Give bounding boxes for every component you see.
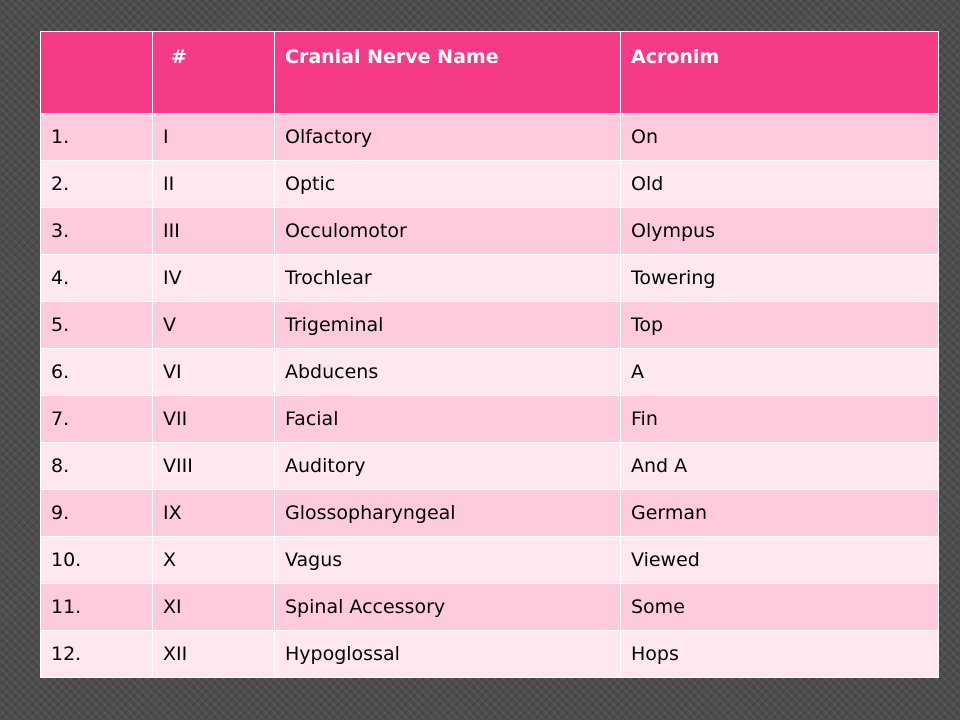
cell-numeral: III <box>153 208 275 255</box>
cell-index: 5. <box>41 302 153 349</box>
cell-nerve-name: Spinal Accessory <box>275 584 621 631</box>
cell-acronym: And A <box>621 443 939 490</box>
cell-index: 4. <box>41 255 153 302</box>
cell-nerve-name: Olfactory <box>275 114 621 161</box>
cell-index: 10. <box>41 537 153 584</box>
header-nerve-name: Cranial Nerve Name <box>275 32 621 114</box>
table-row <box>41 255 939 302</box>
cell-index: 11. <box>41 584 153 631</box>
cell-acronym: Top <box>621 302 939 349</box>
cell-nerve-name: Occulomotor <box>275 208 621 255</box>
cell-acronym: German <box>621 490 939 537</box>
cell-nerve-name: Abducens <box>275 349 621 396</box>
header-acronym: Acronim <box>621 32 939 114</box>
cell-index: 2. <box>41 161 153 208</box>
cell-acronym: Olympus <box>621 208 939 255</box>
table-row <box>41 631 939 678</box>
cell-nerve-name: Hypoglossal <box>275 631 621 678</box>
cell-numeral: VII <box>153 396 275 443</box>
cell-numeral: X <box>153 537 275 584</box>
cell-nerve-name: Trigeminal <box>275 302 621 349</box>
cranial-nerves-table <box>40 31 939 678</box>
cell-numeral: V <box>153 302 275 349</box>
cell-index: 3. <box>41 208 153 255</box>
cell-nerve-name: Vagus <box>275 537 621 584</box>
cell-index: 9. <box>41 490 153 537</box>
table-row <box>41 443 939 490</box>
cell-nerve-name: Trochlear <box>275 255 621 302</box>
cell-numeral: IX <box>153 490 275 537</box>
cell-acronym: Some <box>621 584 939 631</box>
table-row <box>41 537 939 584</box>
table-row <box>41 490 939 537</box>
cell-index: 12. <box>41 631 153 678</box>
cell-acronym: Old <box>621 161 939 208</box>
cell-index: 6. <box>41 349 153 396</box>
cell-index: 7. <box>41 396 153 443</box>
table-row <box>41 208 939 255</box>
table-row <box>41 161 939 208</box>
cell-acronym: Fin <box>621 396 939 443</box>
cell-numeral: IV <box>153 255 275 302</box>
header-index <box>41 32 153 114</box>
cell-numeral: I <box>153 114 275 161</box>
cell-numeral: VI <box>153 349 275 396</box>
table-row <box>41 302 939 349</box>
table-row <box>41 396 939 443</box>
table-row <box>41 584 939 631</box>
cell-numeral: II <box>153 161 275 208</box>
table-row <box>41 349 939 396</box>
cell-index: 8. <box>41 443 153 490</box>
header-number: # <box>153 32 275 114</box>
cell-numeral: VIII <box>153 443 275 490</box>
cell-nerve-name: Auditory <box>275 443 621 490</box>
table-row <box>41 114 939 161</box>
cell-nerve-name: Facial <box>275 396 621 443</box>
cell-acronym: Towering <box>621 255 939 302</box>
cell-nerve-name: Optic <box>275 161 621 208</box>
cell-numeral: XI <box>153 584 275 631</box>
cell-acronym: On <box>621 114 939 161</box>
cell-nerve-name: Glossopharyngeal <box>275 490 621 537</box>
cell-index: 1. <box>41 114 153 161</box>
cell-numeral: XII <box>153 631 275 678</box>
cell-acronym: A <box>621 349 939 396</box>
cell-acronym: Hops <box>621 631 939 678</box>
cell-acronym: Viewed <box>621 537 939 584</box>
table-header-row <box>41 32 939 114</box>
